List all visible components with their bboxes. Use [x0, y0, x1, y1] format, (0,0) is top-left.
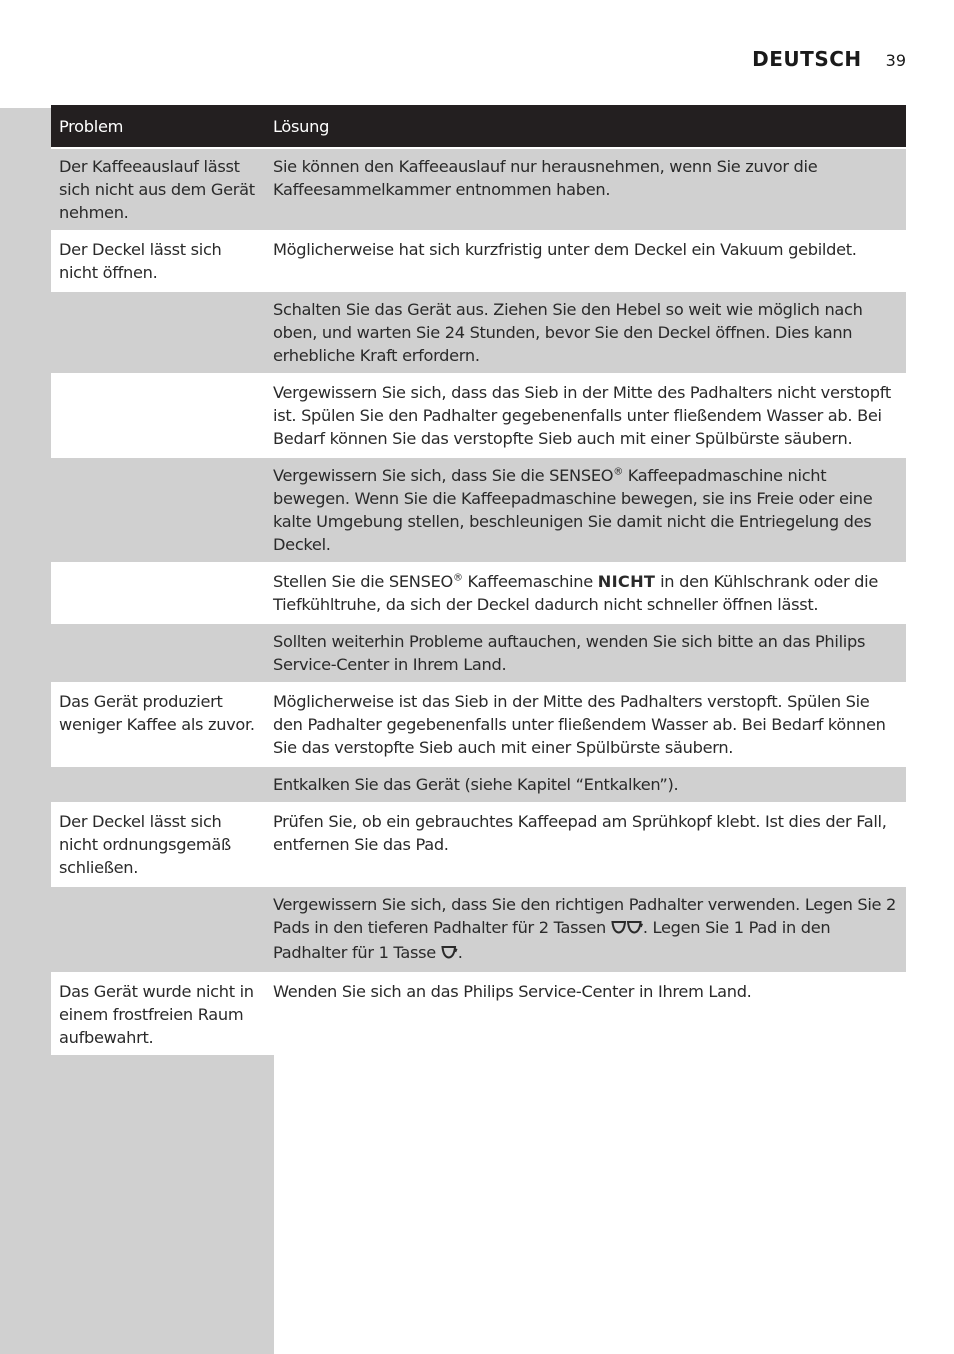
one-cup-icon	[441, 943, 458, 966]
table-row	[51, 148, 906, 231]
solution-text: Vergewissern Sie sich, dass Sie den richtigen Padhalter verwenden. Legen Sie 2 Pads in den tieferen Padhalter für 2 Tassen	[273, 895, 897, 937]
solution-text: in den Kühlschrank oder die Tiefkühltruhe, da sich der Deckel dadurch nicht schneller öffnen lässt.	[273, 572, 878, 614]
solution-text: Kaffeepadmaschine nicht bewegen. Wenn Sie die Kaffeepadmaschine bewegen, sie ins Freie oder eine kalte Umgebung stellen, beschleunigen Sie damit nicht die Entriegelung des Deckel.	[273, 466, 873, 554]
language-heading: DEUTSCH	[752, 47, 862, 71]
table-row	[51, 291, 906, 374]
solution-text: . Legen Sie 1 Pad in den Padhalter für 1 Tasse	[273, 918, 831, 962]
column-header-problem: Problem	[51, 105, 265, 148]
two-cups-icon	[611, 918, 643, 941]
solution-cell	[265, 563, 906, 623]
solution-cell: Entkalken Sie das Gerät (siehe Kapitel “Entkalken”).	[265, 766, 906, 803]
problem-cell	[51, 623, 265, 683]
solution-cell	[265, 457, 906, 563]
column-header-solution: Lösung	[265, 105, 906, 148]
problem-cell: Das Gerät produziert weniger Kaffee als zuvor.	[51, 683, 265, 766]
solution-cell: Möglicherweise hat sich kurzfristig unter dem Deckel ein Vakuum gebildet.	[265, 231, 906, 291]
solution-cell: Sie können den Kaffeeauslauf nur herausnehmen, wenn Sie zuvor die Kaffeesammelkammer entnommen haben.	[265, 148, 906, 231]
problem-cell	[51, 457, 265, 563]
table-row	[51, 231, 906, 291]
problem-cell	[51, 886, 265, 973]
solution-cell: Möglicherweise ist das Sieb in der Mitte des Padhalters verstopft. Spülen Sie den Padhalter gegebenenfalls unter fließendem Wasser ab. Bei Bedarf können Sie das verstopfte Sieb auch mit einer Spülbürste säubern.	[265, 683, 906, 766]
solution-cell: Prüfen Sie, ob ein gebrauchtes Kaffeepad am Sprühkopf klebt. Ist dies der Fall, entfernen Sie das Pad.	[265, 803, 906, 886]
table-row	[51, 766, 906, 803]
table-row	[51, 563, 906, 623]
table-header-row	[51, 105, 906, 148]
problem-cell	[51, 291, 265, 374]
table-row	[51, 374, 906, 457]
solution-text: Vergewissern Sie sich, dass Sie die SENSEO	[273, 466, 614, 485]
solution-text: Kaffeemaschine	[462, 572, 598, 591]
troubleshooting-table	[51, 105, 906, 1055]
solution-cell: Wenden Sie sich an das Philips Service-Center in Ihrem Land.	[265, 973, 906, 1055]
table-row	[51, 973, 906, 1055]
emphasis-nicht: NICHT	[597, 572, 656, 591]
problem-cell	[51, 374, 265, 457]
registered-mark: ®	[613, 466, 623, 478]
solution-cell	[265, 886, 906, 973]
solution-cell: Schalten Sie das Gerät aus. Ziehen Sie den Hebel so weit wie möglich nach oben, und warten Sie 24 Stunden, bevor Sie den Deckel öffnen. Dies kann erhebliche Kraft erfordern.	[265, 291, 906, 374]
table-row	[51, 623, 906, 683]
table-row	[51, 886, 906, 973]
solution-text: .	[457, 943, 463, 962]
table-row	[51, 457, 906, 563]
table-row	[51, 803, 906, 886]
problem-cell: Der Deckel lässt sich nicht ordnungsgemäß schließen.	[51, 803, 265, 886]
page-header	[752, 47, 906, 71]
problem-cell	[51, 766, 265, 803]
problem-cell: Das Gerät wurde nicht in einem frostfreien Raum aufbewahrt.	[51, 973, 265, 1055]
solution-cell: Sollten weiterhin Probleme auftauchen, wenden Sie sich bitte an das Philips Service-Center in Ihrem Land.	[265, 623, 906, 683]
registered-mark: ®	[452, 572, 463, 584]
problem-cell	[51, 563, 265, 623]
solution-text: Stellen Sie die SENSEO	[273, 572, 453, 591]
page-number: 39	[885, 51, 906, 70]
problem-cell: Der Deckel lässt sich nicht öffnen.	[51, 231, 265, 291]
table-row	[51, 683, 906, 766]
solution-cell: Vergewissern Sie sich, dass das Sieb in der Mitte des Padhalters nicht verstopft ist. Spülen Sie den Padhalter gegebenenfalls unter fließendem Wasser ab. Bei Bedarf können Sie das verstopfte Sieb auch mit einer Spülbürste säubern.	[265, 374, 906, 457]
problem-cell: Der Kaffeeauslauf lässt sich nicht aus dem Gerät nehmen.	[51, 148, 265, 231]
